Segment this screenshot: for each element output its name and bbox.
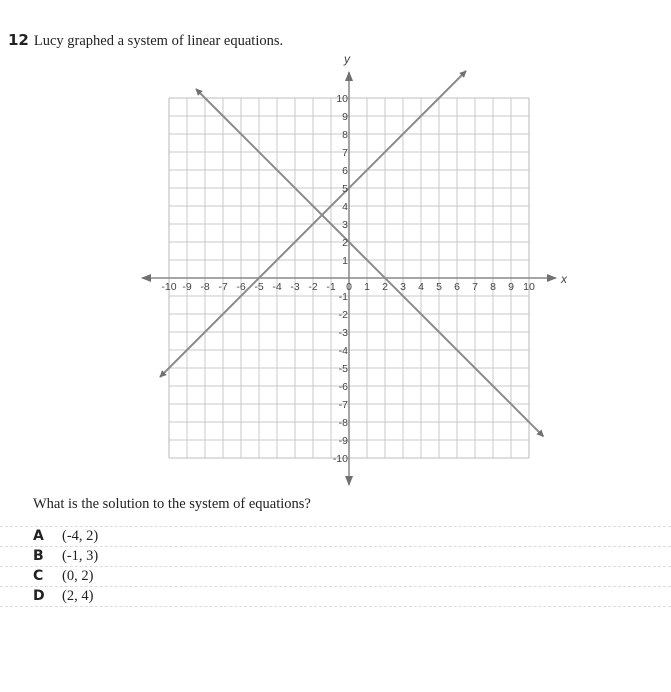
- graphed-lines: [160, 71, 543, 436]
- x-tick-label: 8: [490, 281, 496, 293]
- y-tick-label: 6: [342, 165, 348, 177]
- y-tick-label: 2: [342, 237, 348, 249]
- choice-b[interactable]: [0, 547, 671, 567]
- y-tick-label: -4: [338, 345, 348, 357]
- x-axis-label: x: [561, 272, 567, 286]
- x-tick-label: -4: [272, 281, 282, 293]
- x-tick-label: -9: [182, 281, 192, 293]
- question-number: 12: [8, 31, 29, 49]
- x-tick-label: 9: [508, 281, 514, 293]
- y-tick-label: 7: [342, 147, 348, 159]
- x-tick-label: -6: [236, 281, 246, 293]
- choice-a[interactable]: [0, 527, 671, 547]
- x-tick-label: 2: [382, 281, 388, 293]
- x-tick-label: 10: [523, 281, 535, 293]
- y-axis-label: y: [344, 52, 350, 66]
- graphed-line-2: [196, 89, 543, 436]
- question-text: Lucy graphed a system of linear equations.: [33, 33, 284, 49]
- x-tick-label: -7: [218, 281, 228, 293]
- choice-letter: D: [33, 588, 45, 604]
- choice-letter: A: [33, 528, 44, 544]
- y-tick-label: 10: [336, 93, 348, 105]
- y-tick-label: 9: [342, 111, 348, 123]
- x-tick-label: -5: [254, 281, 264, 293]
- x-tick-label: 1: [364, 281, 370, 293]
- choice-letter: C: [33, 568, 44, 584]
- tick-labels: [161, 93, 535, 465]
- x-tick-label: 7: [472, 281, 478, 293]
- y-tick-label: 8: [342, 129, 348, 141]
- y-tick-label: -9: [338, 435, 348, 447]
- choice-letter: B: [33, 548, 44, 564]
- choice-c[interactable]: [0, 567, 671, 587]
- answer-choices: [0, 526, 671, 607]
- x-tick-label: -2: [308, 281, 318, 293]
- y-tick-label: 1: [342, 255, 348, 267]
- x-tick-label: 4: [418, 281, 424, 293]
- x-tick-label: 0: [346, 281, 352, 293]
- choice-text: (2, 4): [62, 588, 94, 604]
- y-tick-label: -6: [338, 381, 348, 393]
- y-tick-label: -2: [338, 309, 348, 321]
- x-tick-label: 3: [400, 281, 406, 293]
- y-tick-label: -3: [338, 327, 348, 339]
- y-tick-label: -10: [332, 453, 348, 465]
- y-tick-label: -7: [338, 399, 348, 411]
- choice-text: (0, 2): [62, 568, 94, 584]
- y-tick-label: -1: [338, 291, 348, 303]
- x-tick-label: -1: [326, 281, 336, 293]
- y-tick-label: 3: [342, 219, 348, 231]
- x-tick-label: -3: [290, 281, 300, 293]
- x-tick-label: 5: [436, 281, 442, 293]
- question-prompt: What is the solution to the system of equations?: [33, 496, 311, 512]
- x-tick-label: 6: [454, 281, 460, 293]
- y-tick-label: -5: [338, 363, 348, 375]
- x-tick-label: -8: [200, 281, 210, 293]
- choice-d[interactable]: [0, 587, 671, 607]
- y-tick-label: -8: [338, 417, 348, 429]
- y-tick-label: 5: [342, 183, 348, 195]
- choice-text: (-1, 3): [62, 548, 99, 564]
- y-tick-label: 4: [342, 201, 348, 213]
- x-tick-label: -10: [161, 281, 177, 293]
- choice-text: (-4, 2): [62, 528, 99, 544]
